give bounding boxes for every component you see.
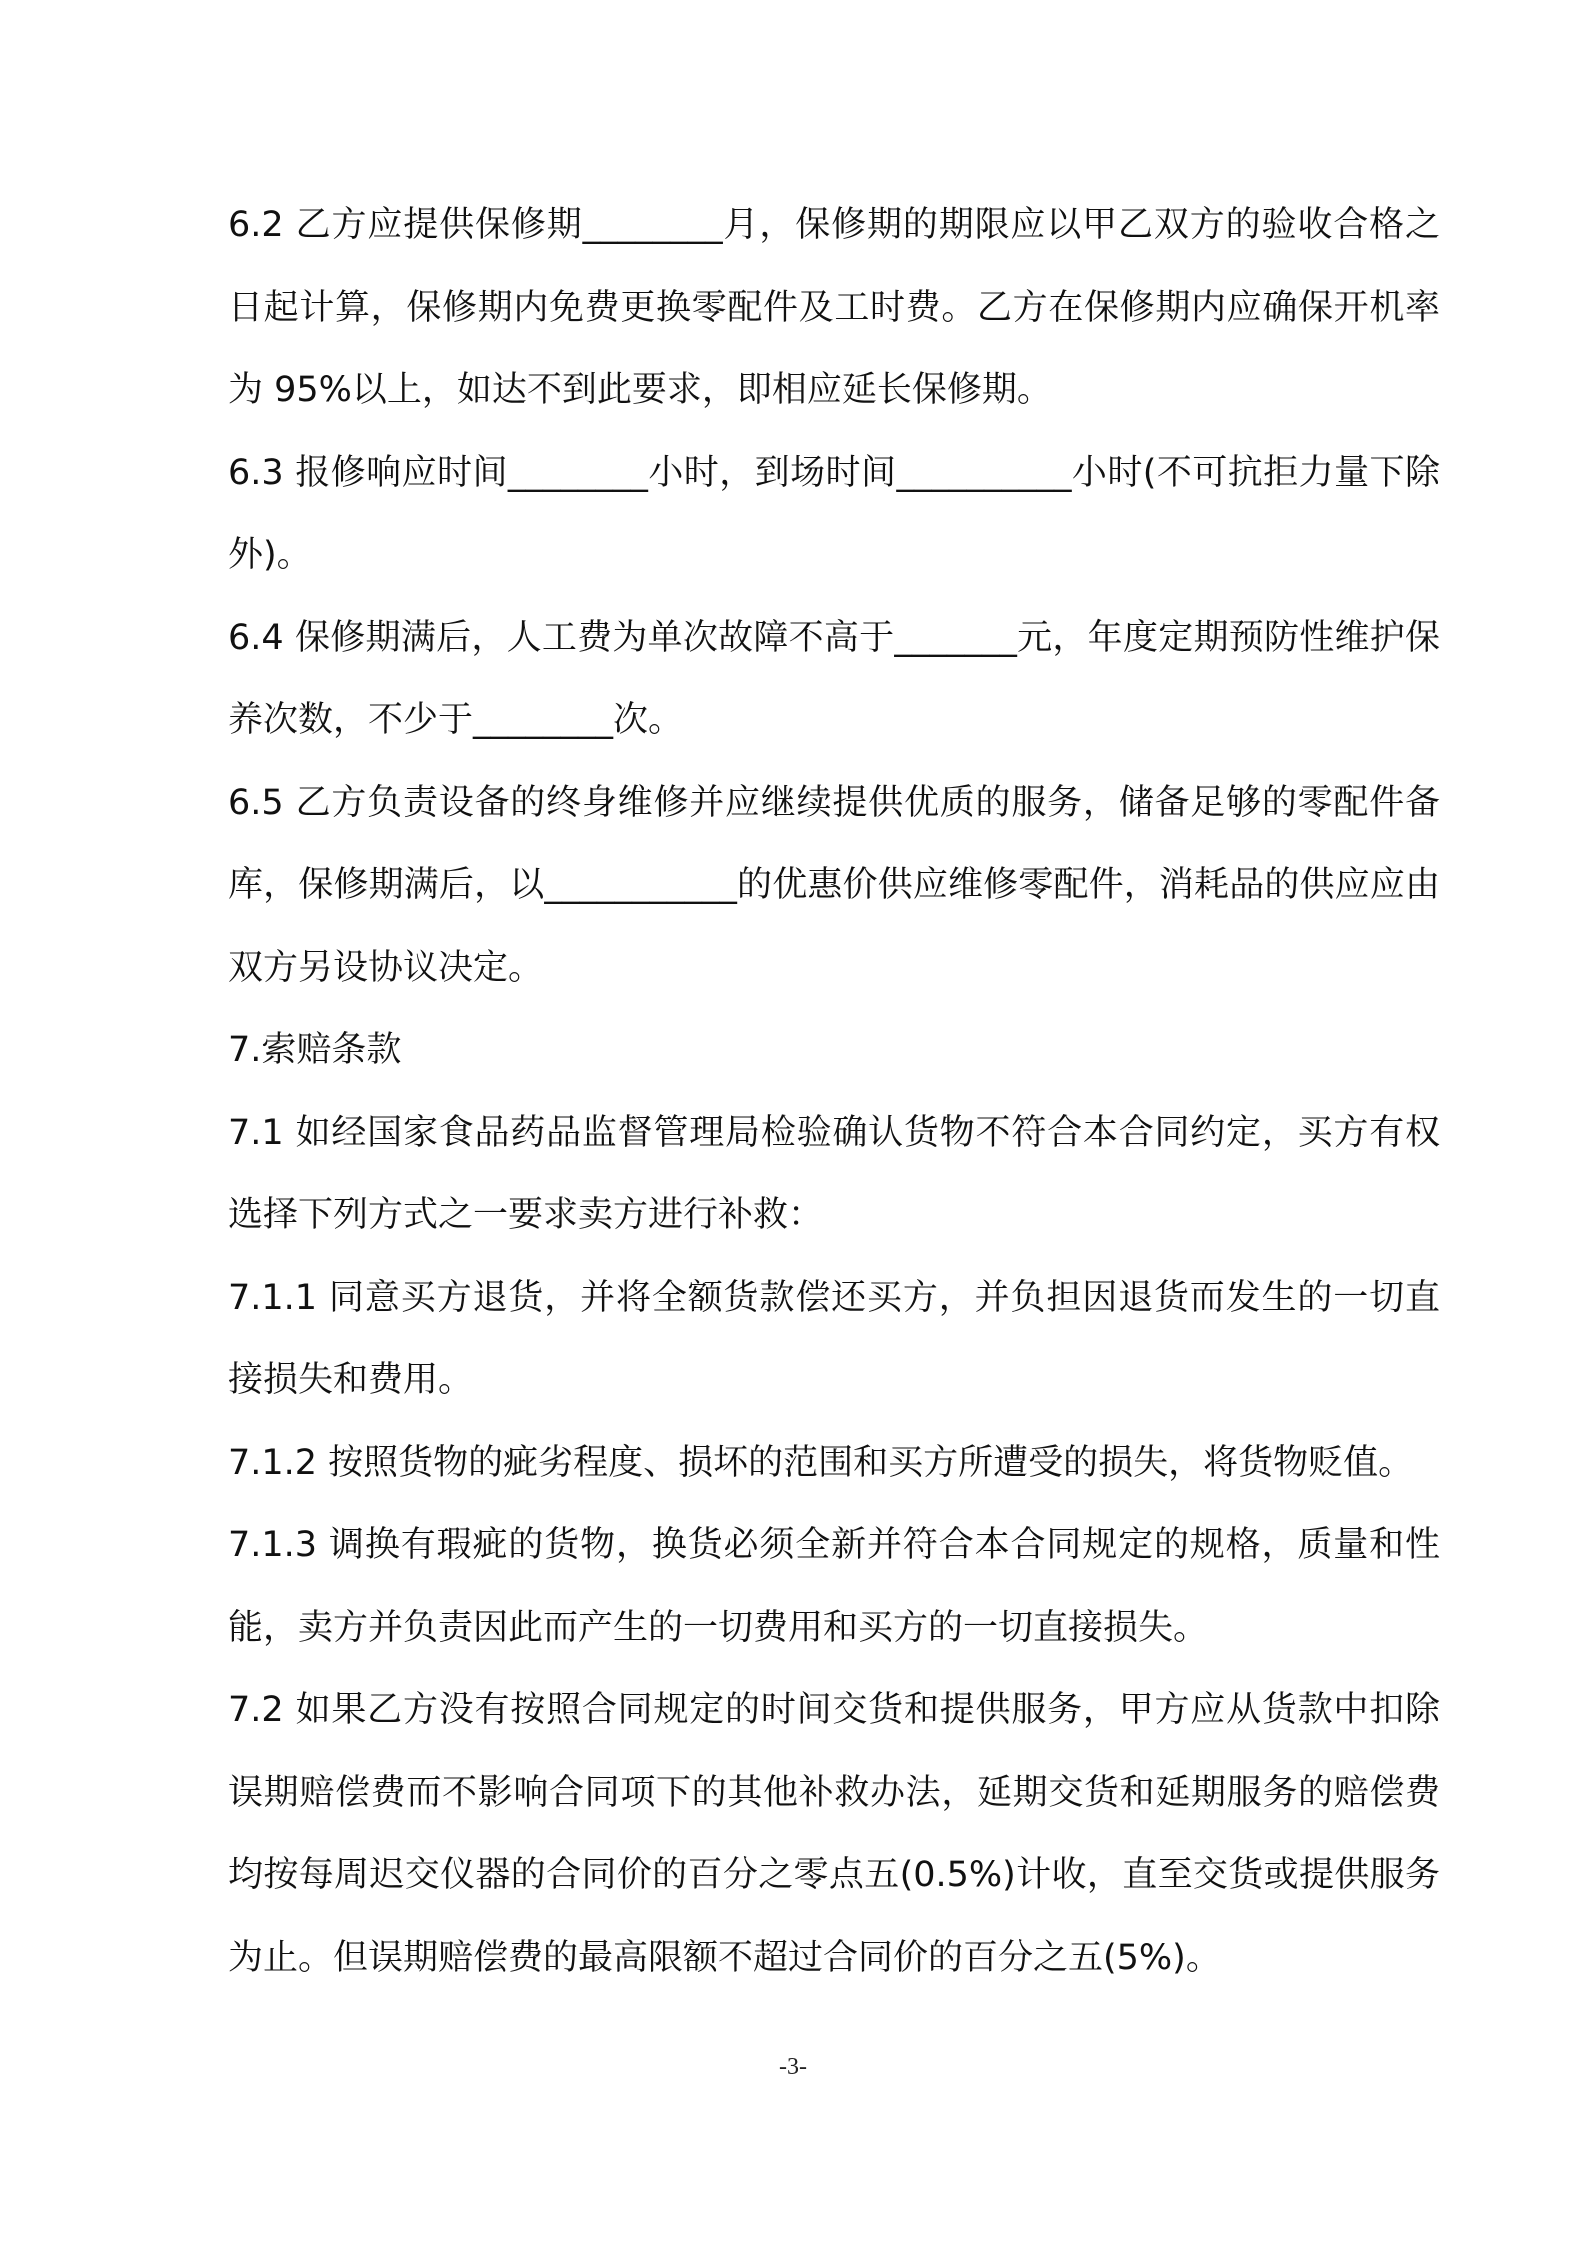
clause-7-1-2: 7.1.2 按照货物的疵劣程度、损坏的范围和买方所遭受的损失，将货物贬值。 [228,1442,1414,1483]
clause-6-5: 6.5 乙方负责设备的终身维修并应继续提供优质的服务，储备足够的零配件备库，保修期满后，以___________的优惠价供应维修零配件，消耗品的供应应由双方另设协议决定。 [228,782,1440,988]
clause-6-2: 6.2 乙方应提供保修期________月，保修期的期限应以甲乙双方的验收合格之日起计算，保修期内免费更换零配件及工时费。乙方在保修期内应确保开机率为 95%以上，如达不到此要求，即相应延长保修期。 [228,205,1440,410]
clause-7-2: 7.2 如果乙方没有按照合同规定的时间交货和提供服务，甲方应从货款中扣除误期赔偿费而不影响合同项下的其他补救办法，延期交货和延期服务的赔偿费均按每周迟交仪器的合同价的百分之零点五(0.5%)计收，直至交货或提供服务为止。但误期赔偿费的最高限额不超过合同价的百分之五(5%)。 [228,1690,1440,1978]
clause-6-3: 6.3 报修响应时间________小时，到场时间__________小时(不可抗拒力量下除外)。 [228,452,1440,575]
clause-7-1-3: 7.1.3 调换有瑕疵的货物，换货必须全新并符合本合同规定的规格，质量和性能，卖方并负责因此而产生的一切费用和买方的一切直接损失。 [228,1525,1440,1648]
clause-7-1-1: 7.1.1 同意买方退货，并将全额货款偿还买方，并负担因退货而发生的一切直接损失和费用。 [228,1277,1440,1400]
section-7-heading: 7.索赔条款 [228,1030,402,1070]
clause-6-4: 6.4 保修期满后，人工费为单次故障不高于_______元，年度定期预防性维护保养次数，不少于________次。 [228,617,1440,740]
clause-7-1: 7.1 如经国家食品药品监督管理局检验确认货物不符合本合同约定，买方有权选择下列方式之一要求卖方进行补救： [228,1112,1440,1235]
page-number: -3- [779,2054,807,2080]
document-body [228,184,1440,1999]
